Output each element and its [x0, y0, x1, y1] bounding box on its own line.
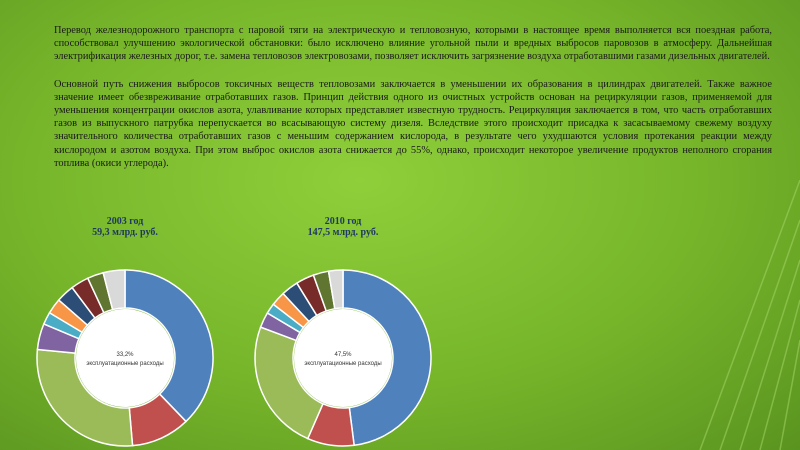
donut-chart-2003 [20, 240, 230, 450]
donut-hole [76, 309, 174, 407]
chart-2010-title: 2010 год [324, 216, 362, 227]
donut-hole [294, 309, 392, 407]
center-label: эксплуатационные расходы [86, 361, 164, 367]
center-label: эксплуатационные расходы [304, 361, 382, 367]
center-label: 47,5% [334, 352, 352, 358]
paragraph-2: Основной путь снижения выбросов токсичных веществ тепловозами заключается в уменьшении их образования в цилиндрах двигателей. Также важное значение имеет обезвреживание отработавших газов. Принцип действия одного из очистных устройств основан на рециркуляции газов, применяемой для уменьшения концентрации окислов азота, улавливание которых представляет известную трудность. Рециркуляция заключается в том, что часть отработавших газов из выпускного патрубка перепускается во всасывающую систему дизеля. Вследствие этого происходит присадка к засасываемому свежему воздуху значительного количества отработавших газов с меньшим содержанием кислорода, в результате чего ухудшаются условия протекания реакции между кислородом и азотом воздуха. При этом выброс окислов азота снижается до 55%, однако, происходит некоторое увеличение продуктов неполного сгорания топлива (окиси углерода). [54, 78, 772, 169]
chart-2003 [20, 208, 230, 450]
chart-2003-title: 2003 год [106, 216, 144, 227]
chart-2003-subtitle: 59,3 млрд. руб. [92, 227, 158, 238]
body-text [54, 24, 772, 184]
center-label: 33,2% [116, 352, 134, 358]
paragraph-1: Перевод железнодорожного транспорта с паровой тяги на электрическую и тепловозную, которыми в настоящее время выполняется вся поездная работа, способствовал улучшению экологической обстановки: было исключено влияние угольной пыли и вредных выбросов паровозов в атмосферу. Дальнейшая электрификация железных дорог, т.е. замена тепловозов электровозами, позволяет исключить загрязнение воздуха отработавшими газами дизельных двигателей. [54, 25, 772, 63]
chart-2010 [238, 208, 448, 450]
donut-chart-2010 [238, 240, 448, 450]
decorative-stripes [680, 180, 800, 450]
chart-2010-subtitle: 147,5 млрд. руб. [307, 227, 379, 238]
